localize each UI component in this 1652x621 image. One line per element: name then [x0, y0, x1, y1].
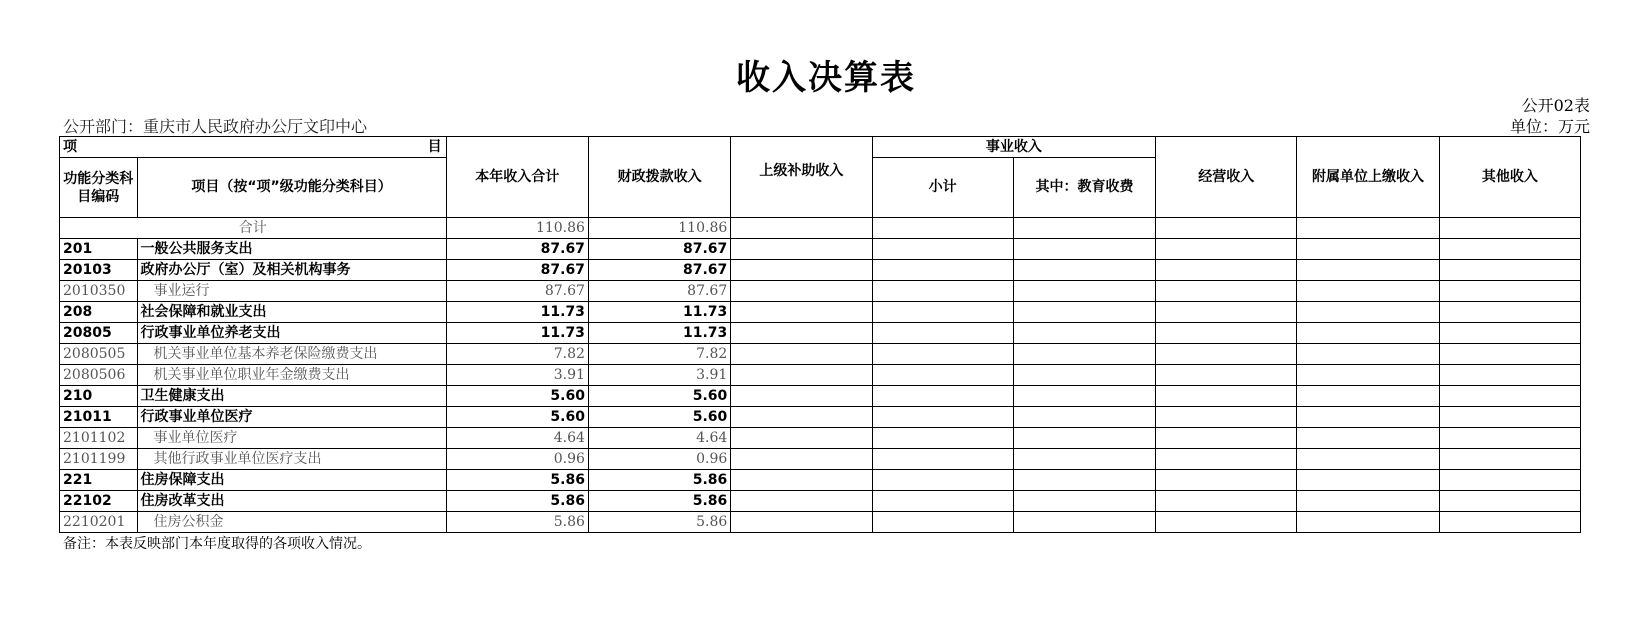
- row-name: 住房改革支出: [137, 491, 446, 512]
- row-total-income: 7.82: [446, 344, 588, 365]
- total-row: [60, 218, 1581, 239]
- table-row: [60, 344, 1581, 365]
- table-row: [60, 281, 1581, 302]
- row-total-income: 11.73: [446, 302, 588, 323]
- row-code: 2101199: [60, 449, 138, 470]
- table-row: [60, 428, 1581, 449]
- row-code: 221: [60, 470, 138, 491]
- row-name: 行政事业单位医疗: [137, 407, 446, 428]
- table-row: [60, 491, 1581, 512]
- row-code: 21011: [60, 407, 138, 428]
- row-total-income: 5.86: [446, 512, 588, 533]
- row-code: 208: [60, 302, 138, 323]
- table-row: [60, 386, 1581, 407]
- row-name: 住房公积金: [137, 512, 446, 533]
- table-row: [60, 302, 1581, 323]
- table-row: [60, 239, 1581, 260]
- table-row: [60, 365, 1581, 386]
- row-fiscal: 11.73: [588, 302, 730, 323]
- header-total-income: 本年收入合计: [446, 137, 588, 218]
- header-superior: 上级补助收入: [731, 137, 872, 218]
- total-label: 合计: [60, 218, 447, 239]
- row-name: 一般公共服务支出: [137, 239, 446, 260]
- row-total-income: 87.67: [446, 239, 588, 260]
- income-table: [59, 136, 1581, 533]
- row-code: 210: [60, 386, 138, 407]
- row-fiscal: 5.60: [588, 386, 730, 407]
- row-name: 事业单位医疗: [137, 428, 446, 449]
- row-code: 201: [60, 239, 138, 260]
- header-item-name: 项目（按“项”级功能分类科目）: [137, 158, 446, 218]
- row-total-income: 87.67: [446, 260, 588, 281]
- total-fiscal-value: 110.86: [588, 218, 730, 239]
- table-row: [60, 449, 1581, 470]
- row-name: 机关事业单位基本养老保险缴费支出: [137, 344, 446, 365]
- row-total-income: 5.60: [446, 386, 588, 407]
- total-income-value: 110.86: [446, 218, 588, 239]
- row-name: 其他行政事业单位医疗支出: [137, 449, 446, 470]
- header-func-code: 功能分类科目编码: [60, 158, 138, 218]
- header-edu-fee: 其中：教育收费: [1013, 158, 1155, 218]
- row-fiscal: 87.67: [588, 260, 730, 281]
- table-row: [60, 407, 1581, 428]
- table-row: [60, 470, 1581, 491]
- row-total-income: 5.86: [446, 470, 588, 491]
- row-code: 2080506: [60, 365, 138, 386]
- row-name: 机关事业单位职业年金缴费支出: [137, 365, 446, 386]
- row-name: 行政事业单位养老支出: [137, 323, 446, 344]
- row-code: 20805: [60, 323, 138, 344]
- row-code: 2210201: [60, 512, 138, 533]
- header-operating: 经营收入: [1156, 137, 1297, 218]
- footnote: 备注：本表反映部门本年度取得的各项收入情况。: [63, 536, 371, 552]
- row-name: 卫生健康支出: [137, 386, 446, 407]
- header-item: 项 目: [60, 137, 447, 158]
- row-code: 20103: [60, 260, 138, 281]
- table-row: [60, 512, 1581, 533]
- row-fiscal: 87.67: [588, 281, 730, 302]
- row-code: 2101102: [60, 428, 138, 449]
- row-total-income: 5.86: [446, 491, 588, 512]
- table-row: [60, 323, 1581, 344]
- row-fiscal: 5.60: [588, 407, 730, 428]
- row-total-income: 4.64: [446, 428, 588, 449]
- header-fiscal: 财政拨款收入: [588, 137, 730, 218]
- unit-label: 单位：万元: [1509, 117, 1590, 136]
- row-total-income: 87.67: [446, 281, 588, 302]
- page-title: 收入决算表: [736, 58, 916, 98]
- row-fiscal: 3.91: [588, 365, 730, 386]
- header-affiliated: 附属单位上缴收入: [1297, 137, 1439, 218]
- row-name: 住房保障支出: [137, 470, 446, 491]
- header-other: 其他收入: [1439, 137, 1580, 218]
- header-business-income: 事业收入: [872, 137, 1156, 158]
- row-fiscal: 5.86: [588, 470, 730, 491]
- row-total-income: 0.96: [446, 449, 588, 470]
- row-fiscal: 11.73: [588, 323, 730, 344]
- row-fiscal: 5.86: [588, 512, 730, 533]
- row-fiscal: 7.82: [588, 344, 730, 365]
- table-code: 公开02表: [1521, 96, 1590, 115]
- row-code: 2080505: [60, 344, 138, 365]
- row-fiscal: 87.67: [588, 239, 730, 260]
- row-code: 22102: [60, 491, 138, 512]
- row-total-income: 3.91: [446, 365, 588, 386]
- row-code: 2010350: [60, 281, 138, 302]
- row-name: 社会保障和就业支出: [137, 302, 446, 323]
- row-total-income: 11.73: [446, 323, 588, 344]
- table-row: [60, 260, 1581, 281]
- header-subtotal: 小计: [872, 158, 1013, 218]
- row-fiscal: 4.64: [588, 428, 730, 449]
- department-label: 公开部门：重庆市人民政府办公厅文印中心: [63, 117, 368, 136]
- row-total-income: 5.60: [446, 407, 588, 428]
- row-fiscal: 5.86: [588, 491, 730, 512]
- row-name: 事业运行: [137, 281, 446, 302]
- row-name: 政府办公厅（室）及相关机构事务: [137, 260, 446, 281]
- row-fiscal: 0.96: [588, 449, 730, 470]
